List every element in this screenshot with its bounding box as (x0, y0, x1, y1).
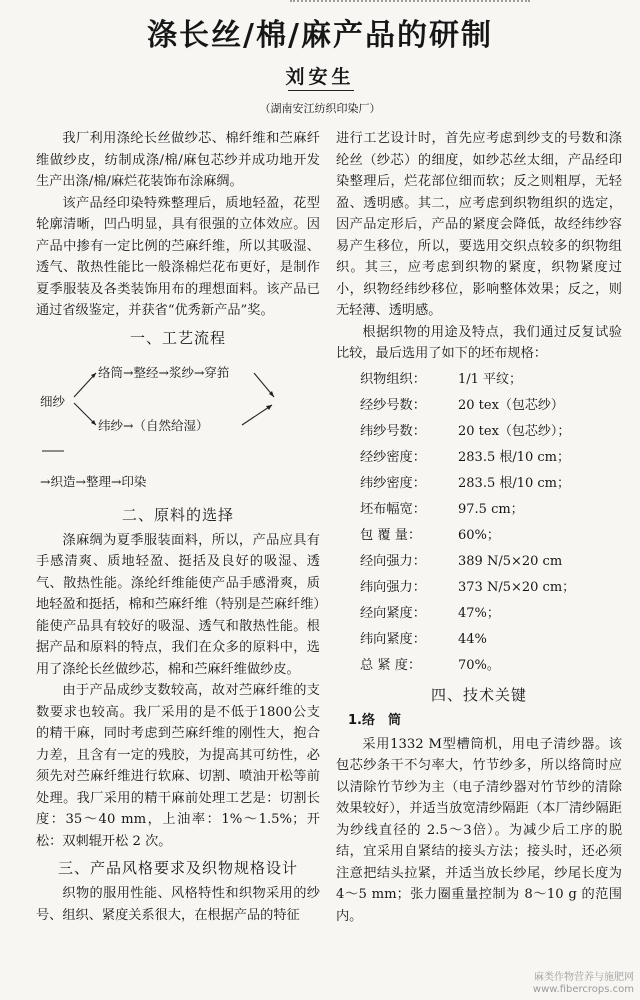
section-2-paragraph-2: 由于产品成纱支数较高，故对苎麻纤维的支数要求也较高。我厂采用的是不低于1800公支的精干麻，同时考虑到苎麻纤维的刚性大，抱合力差，且含有一定的残胶，为提高其可纺性，必须先对苎麻纤维进行软麻、切割、喷油开松等前处理。我厂采用的精干麻前处理工艺是：切割长度：35～40 mm，上油率：1%～1.5%；开松：双刺辊开松 2 次。 (36, 683, 320, 849)
section-4-heading: 四、技术关键 (430, 685, 527, 704)
arrowhead-lower-merge (266, 405, 272, 410)
fabric-spec-list (336, 367, 622, 679)
spec-row (336, 445, 622, 471)
spec-value: 373 N/5×20 cm； (458, 579, 576, 595)
flow-start: 细纱 (40, 393, 66, 409)
intro-paragraph-2: 该产品经印染特殊整理后，质地轻盈，花型轮廓清晰，凹凸明显，具有很强的立体效应。因产品中掺有一定比例的苎麻纤维，所以其吸湿、透气、散热性能比一般涤棉烂花布更好，是制作夏季服装及各类装饰用布的理想面料。该产品已通过省级鉴定，并获省“优秀新产品”奖。 (36, 195, 320, 318)
spec-value: 44% (458, 631, 487, 647)
spec-value: 97.5 cm； (458, 501, 524, 517)
left-column (36, 128, 320, 926)
spec-value: 20 tex（包芯纱）； (458, 423, 571, 439)
spec-key: 纬向紧度： (360, 631, 426, 647)
spec-key: 总 紧 度： (360, 657, 422, 673)
paper-title: 涤长丝/棉/麻产品的研制 (147, 18, 493, 53)
author-underline (288, 90, 354, 91)
spec-value: 283.5 根/10 cm； (458, 475, 571, 491)
spec-key: 经向紧度： (360, 605, 426, 621)
spec-value: 47%； (458, 605, 500, 621)
spec-value: 1/1 平纹； (458, 371, 523, 387)
subsection-1-heading: 1.络 筒 (348, 712, 401, 728)
spec-row (336, 523, 622, 549)
spec-row (336, 419, 622, 445)
spec-row (336, 575, 622, 601)
spec-row (336, 627, 622, 653)
spec-row (336, 393, 622, 419)
right-column (336, 128, 622, 927)
spec-value: 389 N/5×20 cm (458, 553, 563, 569)
watermark-line-2: www.fibercrops.com (532, 984, 634, 995)
intro-paragraph-1: 我厂利用涤纶长丝做纱芯、棉纤维和苎麻纤维做纱皮，纺制成涤/棉/麻包芯纱并成功地开发生产出涤/棉/麻烂花装饰布涂麻绸。 (36, 131, 320, 189)
spec-key: 经向强力： (360, 553, 426, 569)
spec-row (336, 497, 622, 523)
spec-key: 坯布幅宽： (360, 501, 426, 517)
spec-row (336, 601, 622, 627)
spec-key: 纬向强力： (360, 579, 426, 595)
spec-key: 包 覆 量： (360, 527, 422, 543)
author-name: 刘安生 (285, 66, 355, 88)
spec-value: 70%。 (458, 657, 500, 673)
spec-row (336, 367, 622, 393)
spec-value: 20 tex（包芯纱） (458, 397, 564, 413)
section-1-heading: 一、工艺流程 (129, 328, 226, 347)
spec-key: 纬纱密度： (360, 475, 426, 491)
right-paragraph-2: 根据织物的用途及特点，我们通过反复试验比较，最后选用了如下的坯布规格： (336, 324, 622, 361)
spec-key: 织物组织： (360, 371, 426, 387)
spec-key: 经纱密度： (360, 449, 426, 465)
watermark-line-1: 麻类作物营养与施肥网 (534, 972, 634, 983)
spec-value: 283.5 根/10 cm； (458, 449, 571, 465)
spec-row (336, 471, 622, 497)
handwritten-scribble (290, 0, 530, 10)
section-2-heading: 二、原料的选择 (121, 505, 234, 524)
section-2-paragraph-1: 涤麻绸为夏季服装面料，所以，产品应具有手感清爽、质地轻盈、挺括及良好的吸湿、透气、散热性能。涤纶纤维能使产品手感滑爽，质地轻盈和挺括，棉和苎麻纤维（特别是苎麻纤维）能使产品具有较好的吸湿、透气和散热性能。根据产品和原料的特点，我们在众多的原料中，选用了涤纶长丝做纱芯，棉和苎麻纤维做纱皮。 (36, 532, 320, 677)
spec-row (336, 549, 622, 575)
process-flow-diagram (36, 353, 320, 499)
author-affiliation: （湖南安江纺织印染厂） (259, 102, 381, 115)
right-paragraph-1: 进行工艺设计时，首先应考虑到纱支的号数和涤纶丝（纱芯）的细度，如纱芯丝太细，产品经印染整理后，烂花部位细而软；反之则粗厚，无轻盈、透明感。其二，应考虑到织物组织的选定，因产品定形后，产品的紧度会降低，故经纬纱容易产生移位，所以，要选用交织点较多的织物组织。其三，应考虑到织物的紧度，织物紧度过小，织物经纬纱移位，影响整体效果；反之，则无轻薄、透明感。 (336, 131, 622, 318)
site-watermark (533, 972, 634, 996)
subsection-1-paragraph: 采用1332 M型槽筒机，用电子清纱器。该包芯纱条干不匀率大，竹节纱多，所以络筒时应以清除竹节纱为主（电子清纱器对竹节纱的清除效果较好），并适当放宽清纱隔距（本厂清纱隔距为纱线直径的 2.5～3倍）。为减少后工序的脱结，宜采用自紧结的接头方法；接头时，还必须注意把结头拉紧，并适当放长纱尾，纱尾长度为 4～5 mm；张力圈重量控制为 8～10 g 的范围内。 (336, 736, 622, 924)
spec-key: 纬纱号数： (360, 423, 426, 439)
spec-value: 60%； (458, 527, 500, 543)
flow-upper-branch: 络筒→整经→浆纱→穿筘 (98, 364, 230, 380)
flow-lower-branch: 纬纱→（自然给湿） (98, 417, 209, 433)
spec-key: 经纱号数： (360, 397, 426, 413)
section-3-paragraph-1: 织物的服用性能、风格特性和织物采用的纱号、组织、紧度关系很大，在根据产品的特征 (36, 886, 320, 923)
spec-row (336, 653, 622, 679)
section-3-heading: 三、产品风格要求及织物规格设计 (57, 859, 298, 877)
flow-final-steps: →织造→整理→印染 (40, 473, 147, 489)
